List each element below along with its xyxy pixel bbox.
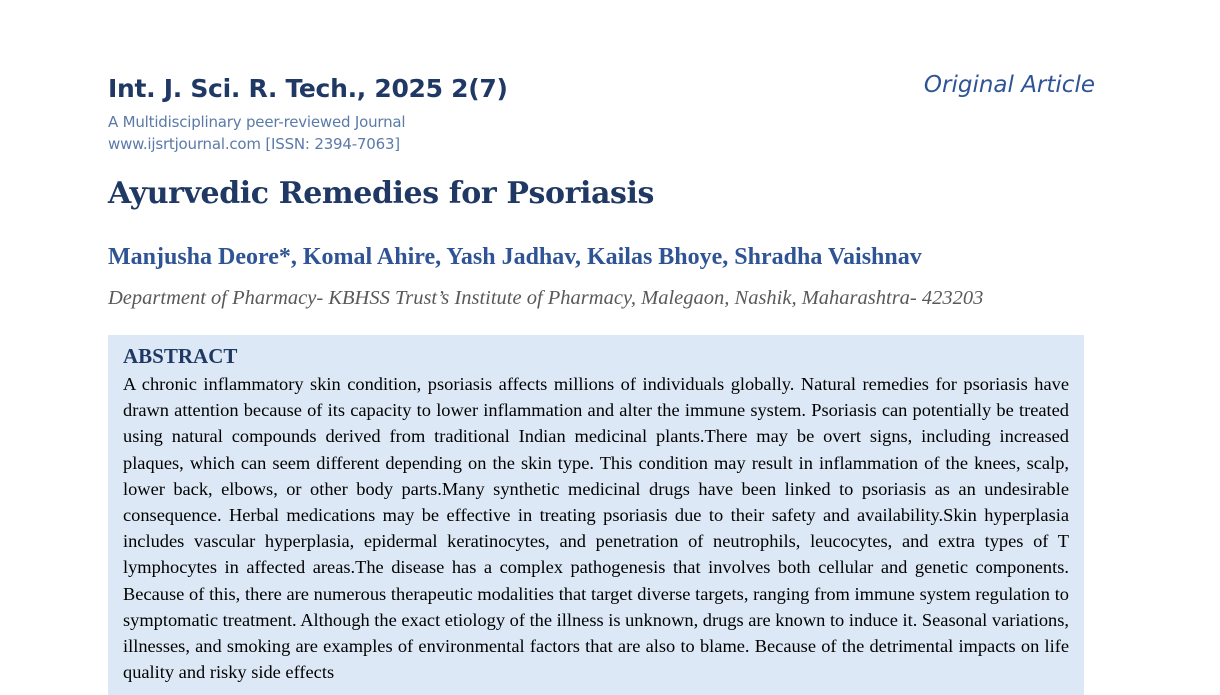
author-list: Manjusha Deore*, Komal Ahire, Yash Jadhav, Kailas Bhoye, Shradha Vaishnav — [108, 244, 922, 270]
abstract-body: A chronic inflammatory skin condition, psoriasis affects millions of individuals globally. Natural remedies for psoriasis have drawn attention because of its capacity to lower inflammation and alter the immune system. Psoriasis can potentially be treated using natural compounds derived from traditional Indian medicinal plants.There may be overt signs, including increased plaques, which can seem different depending on the skin type. This condition may result in inflammation of the knees, scalp, lower back, elbows, or other body parts.Many synthetic medicinal drugs have been linked to psoriasis as an undesirable consequence. Herbal medications may be effective in treating psoriasis due to their safety and availability.Skin hyperplasia includes vascular hyperplasia, epidermal keratinocytes, and penetration of neutrophils, leucocytes, and extra types of T lymphocytes in affected areas.The disease has a complex pathogenesis that involves both cellular and genetic components. Because of this, there are numerous therapeutic modalities that target diverse targets, ranging from immune system regulation to symptomatic treatment. Although the exact etiology of the illness is unknown, drugs are known to induce it. Seasonal variations, illnesses, and smoking are examples of environmental factors that are also to blame. Because of the detrimental impacts on life quality and risky side effects — [123, 374, 1069, 683]
abstract-section — [108, 335, 1084, 695]
article-type-label: Original Article — [923, 72, 1095, 98]
author-affiliation: Department of Pharmacy- KBHSS Trust’s Institute of Pharmacy, Malegaon, Nashik, Maharashtra- 423203 — [108, 287, 984, 309]
paper-title: Ayurvedic Remedies for Psoriasis — [108, 176, 654, 211]
journal-website: www.ijsrtjournal.com [ISSN: 2394-7063] — [108, 135, 400, 153]
journal-title: Int. J. Sci. R. Tech., 2025 2(7) — [108, 74, 508, 103]
abstract-heading: ABSTRACT — [123, 344, 238, 368]
journal-tagline: A Multidisciplinary peer-reviewed Journal — [108, 113, 406, 131]
